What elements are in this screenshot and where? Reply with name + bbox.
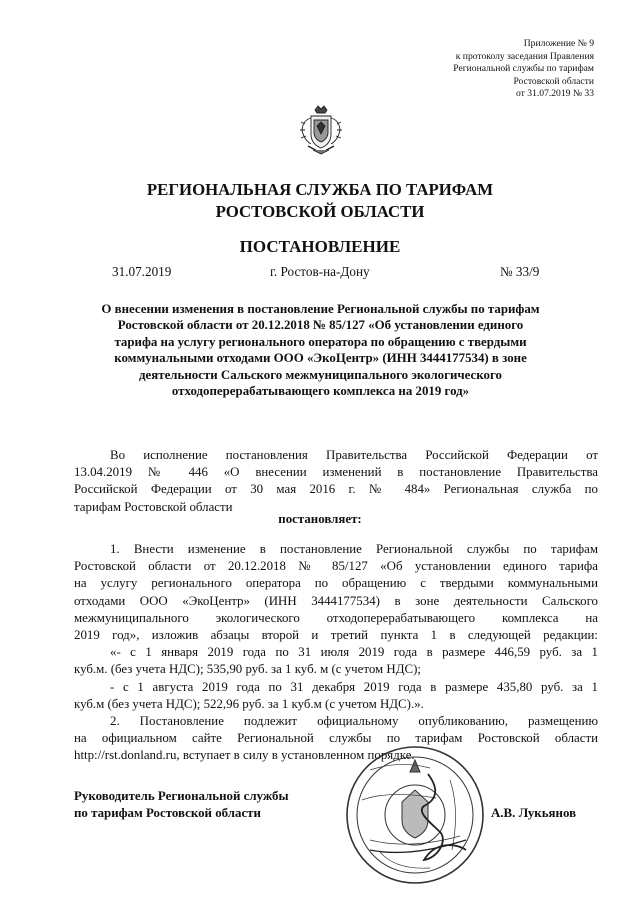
body-line: 2019 год», изложив абзацы второй и третий пункта 1 в следующей редакции: xyxy=(74,627,598,642)
body-line: на услугу регионального оператора по обращению с твердыми коммунальными xyxy=(74,576,598,591)
title-line: тарифа на услугу регионального оператора по обращению с твердыми xyxy=(114,334,527,349)
body-line: «- с 1 января 2019 года по 31 июля 2019 года в размере 446,59 руб. за 1 xyxy=(110,645,598,660)
document-title xyxy=(60,301,581,399)
body-line: межмуниципального экологического отходоперерабатывающего комплекса на xyxy=(74,610,598,625)
official-seal xyxy=(340,740,490,890)
preamble-line: Во исполнение постановления Правительства Российской Федерации от xyxy=(110,448,598,462)
annex-line: от 31.07.2019 № 33 xyxy=(516,88,594,100)
document-date: 31.07.2019 xyxy=(112,264,172,279)
annex-line: Приложение № 9 xyxy=(523,38,594,49)
title-line: отходоперерабатывающего комплекса на 2019 год» xyxy=(171,384,470,399)
body-line: отходами ООО «ЭкоЦентр» (ИНН 3444177534) в зоне деятельности Сальского xyxy=(74,593,598,608)
body-line: на официальном сайте Региональной службы по тарифам Ростовской области xyxy=(74,731,598,746)
annex-line: к протоколу заседания Правления xyxy=(455,50,594,62)
preamble-paragraph xyxy=(74,447,598,516)
body-line: куб.м. (без учета НДС); 535,90 руб. за 1 куб. м (с учетом НДС); xyxy=(74,662,421,677)
title-line: коммунальными отходами ООО «ЭкоЦентр» (ИНН 3444177534) в зоне xyxy=(114,351,527,366)
body-line: Ростовской области от 20.12.2018 № 85/127 «Об установлении единого тарифа xyxy=(74,559,598,574)
body-line: - с 1 августа 2019 года по 31 декабря 2019 года в размере 435,80 руб. за 1 xyxy=(110,679,598,694)
signatory-name: А.В. Лукьянов xyxy=(491,806,577,820)
annex-line: Ростовской области xyxy=(513,75,594,87)
annex-line: Региональной службы по тарифам xyxy=(453,63,594,75)
agency-region: РОСТОВСКОЙ ОБЛАСТИ xyxy=(215,202,425,221)
body-line: http://rst.donland.ru, вступает в силу в установленном порядке. xyxy=(74,748,415,763)
title-line: деятельности Сальского межмуниципального экологического xyxy=(139,367,502,382)
signatory-position-line: Руководитель Региональной службы xyxy=(74,789,289,803)
coat-of-arms-icon xyxy=(299,104,343,156)
document-type: ПОСТАНОВЛЕНИЕ xyxy=(239,237,401,256)
body-paragraphs xyxy=(74,541,598,764)
preamble-line: 13.04.2019 № 446 «О внесении изменений в постановление Правительства xyxy=(74,465,598,480)
annex-block xyxy=(453,38,594,101)
signatory-position-line: по тарифам Ростовской области xyxy=(74,806,261,820)
agency-name: РЕГИОНАЛЬНАЯ СЛУЖБА ПО ТАРИФАМ xyxy=(146,180,494,199)
body-line: 1. Внести изменение в постановление Региональной службы по тарифам xyxy=(110,542,598,556)
title-line: О внесении изменения в постановление Региональной службы по тарифам xyxy=(101,302,540,316)
decides-heading: постановляет: xyxy=(278,512,362,526)
document-number: № 33/9 xyxy=(500,264,540,279)
body-line: 2. Постановление подлежит официальному опубликованию, размещению xyxy=(110,713,598,728)
preamble-line: тарифам Ростовской области xyxy=(74,499,233,514)
document-city: г. Ростов-на-Дону xyxy=(270,264,370,279)
signatory-position xyxy=(74,788,289,822)
title-line: Ростовской области от 20.12.2018 № 85/127 «Об установлении единого xyxy=(117,318,524,333)
preamble-line: Российской Федерации от 30 мая 2016 г. № 484» Региональная служба по xyxy=(74,482,598,497)
body-line: куб.м (без учета НДС); 522,96 руб. за 1 куб.м (с учетом НДС).». xyxy=(74,696,424,711)
